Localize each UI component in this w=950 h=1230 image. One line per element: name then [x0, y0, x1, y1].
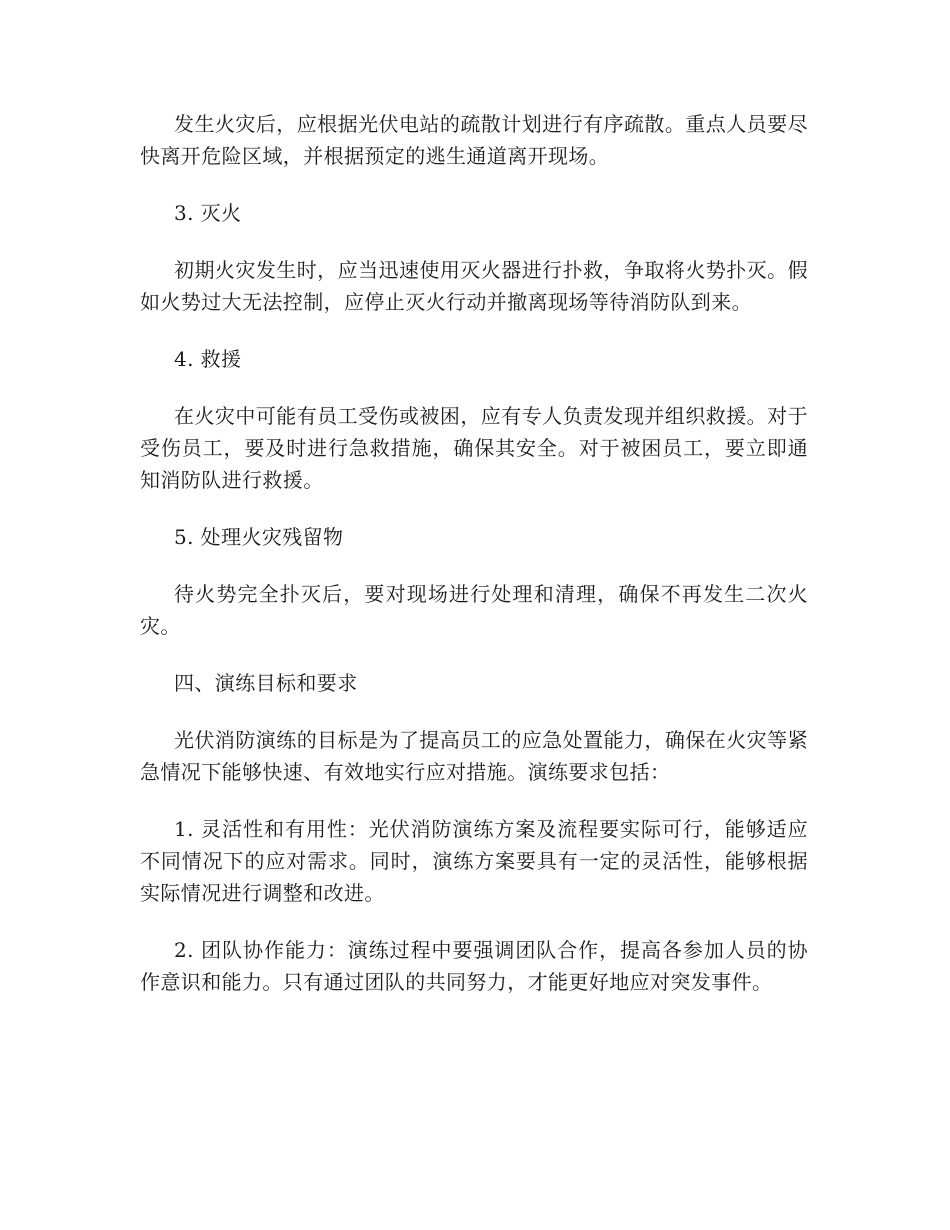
paragraph-rescue: 在火灾中可能有员工受伤或被困，应有专人负责发现并组织救援。对于受伤员工，要及时进行急救措施，确保其安全。对于被困员工，要立即通知消防队进行救援。	[140, 404, 808, 492]
document-body	[140, 108, 808, 1023]
paragraph-residue-handling: 待火势完全扑灭后，要对现场进行处理和清理，确保不再发生二次火灾。	[140, 582, 808, 638]
paragraph-fire-fighting: 初期火灾发生时，应当迅速使用灭火器进行扑救，争取将火势扑灭。假如火势过大无法控制，应停止灭火行动并撤离现场等待消防队到来。	[140, 258, 808, 314]
paragraph-requirement-flexibility: 1. 灵活性和有用性：光伏消防演练方案及流程要实际可行，能够适应不同情况下的应对需求。同时，演练方案要具有一定的灵活性，能够根据实际情况进行调整和改进。	[140, 817, 808, 905]
heading-drill-goals: 四、演练目标和要求	[174, 671, 358, 695]
paragraph-drill-goals: 光伏消防演练的目标是为了提高员工的应急处置能力，确保在火灾等紧急情况下能够快速、有效地实行应对措施。演练要求包括：	[140, 728, 808, 784]
heading-residue-handling: 5. 处理火灾残留物	[174, 525, 344, 549]
heading-fire-fighting: 3. 灭火	[174, 201, 242, 225]
heading-rescue: 4. 救援	[174, 347, 242, 371]
paragraph-requirement-teamwork: 2. 团队协作能力：演练过程中要强调团队合作，提高各参加人员的协作意识和能力。只有通过团队的共同努力，才能更好地应对突发事件。	[140, 938, 808, 994]
paragraph-evacuation: 发生火灾后，应根据光伏电站的疏散计划进行有序疏散。重点人员要尽快离开危险区域，并根据预定的逃生通道离开现场。	[140, 112, 808, 168]
